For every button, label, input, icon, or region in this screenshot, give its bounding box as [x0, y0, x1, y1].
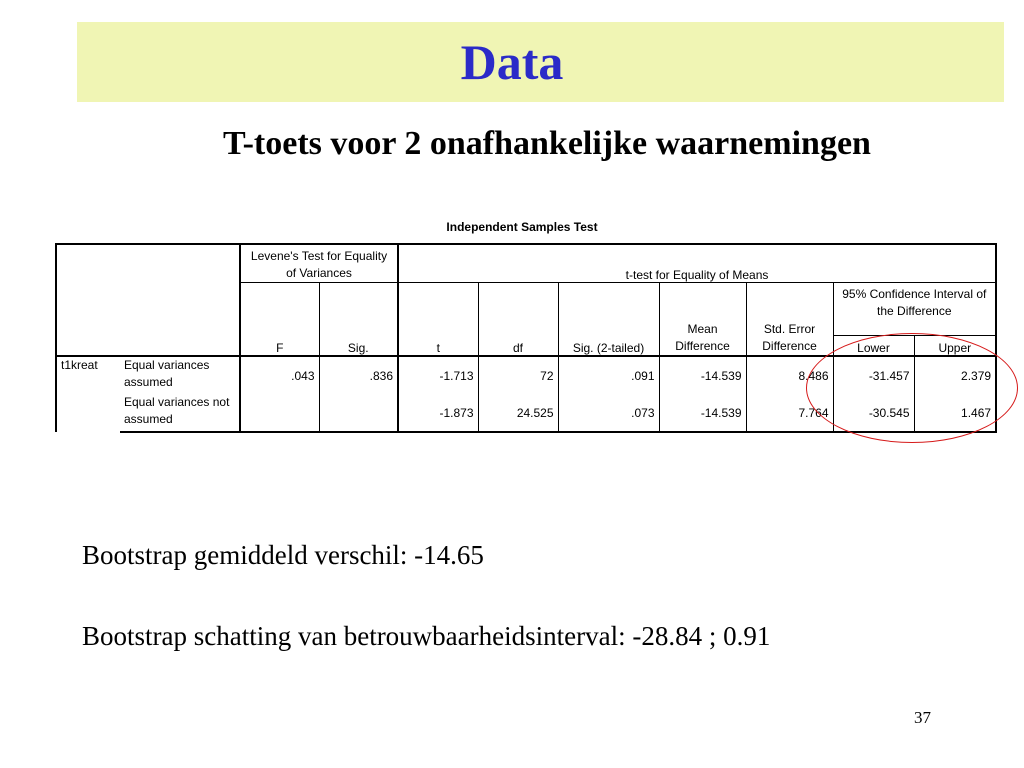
cell-sig-2-tailed: .091: [558, 356, 659, 394]
cell-ci-upper: 1.467: [914, 394, 996, 432]
col-header-f: F: [240, 282, 319, 356]
row-label-equal-variances-not-assumed: Equal variances not assumed: [120, 394, 240, 432]
levene-header: Levene's Test for Equality of Variances: [240, 244, 398, 282]
col-header-std-error-difference: Std. Error Difference: [746, 282, 833, 356]
cell-std-error-difference: 8.486: [746, 356, 833, 394]
cell-std-error-difference: 7.764: [746, 394, 833, 432]
cell-t: -1.713: [398, 356, 478, 394]
cell-mean-difference: -14.539: [659, 394, 746, 432]
cell-df: 72: [478, 356, 558, 394]
bootstrap-mean-text: Bootstrap gemiddeld verschil: -14.65: [82, 540, 484, 570]
col-header-upper: Upper: [914, 335, 996, 356]
cell-ci-lower: -30.545: [833, 394, 914, 432]
independent-samples-test-table: [55, 243, 997, 433]
row-label-equal-variances-assumed: Equal variances assumed: [120, 356, 240, 394]
page-number: 37: [914, 708, 931, 727]
ttest-header: t-test for Equality of Means: [398, 244, 996, 282]
col-header-mean-difference: Mean Difference: [659, 282, 746, 356]
cell-sig-2-tailed: .073: [558, 394, 659, 432]
cell-df: 24.525: [478, 394, 558, 432]
col-header-sig: Sig.: [319, 282, 398, 356]
cell-sig: [319, 394, 398, 432]
slide-title: Data: [460, 34, 564, 90]
col-header-df: df: [478, 282, 558, 356]
variable-label: t1kreat: [56, 356, 120, 432]
cell-ci-lower: -31.457: [833, 356, 914, 394]
cell-t: -1.873: [398, 394, 478, 432]
cell-f: [240, 394, 319, 432]
slide-subtitle: T-toets voor 2 onafhankelijke waarnemingen: [223, 125, 871, 162]
cell-mean-difference: -14.539: [659, 356, 746, 394]
col-header-t: t: [398, 282, 478, 356]
cell-f: .043: [240, 356, 319, 394]
bootstrap-ci-text: Bootstrap schatting van betrouwbaarheidsinterval: -28.84 ; 0.91: [82, 621, 771, 651]
ci-header: 95% Confidence Interval of the Difference: [833, 282, 996, 335]
table-caption: Independent Samples Test: [446, 220, 598, 234]
table-corner-cell: [56, 244, 240, 356]
col-header-sig-2-tailed: Sig. (2-tailed): [558, 282, 659, 356]
col-header-lower: Lower: [833, 335, 914, 356]
cell-ci-upper: 2.379: [914, 356, 996, 394]
cell-sig: .836: [319, 356, 398, 394]
